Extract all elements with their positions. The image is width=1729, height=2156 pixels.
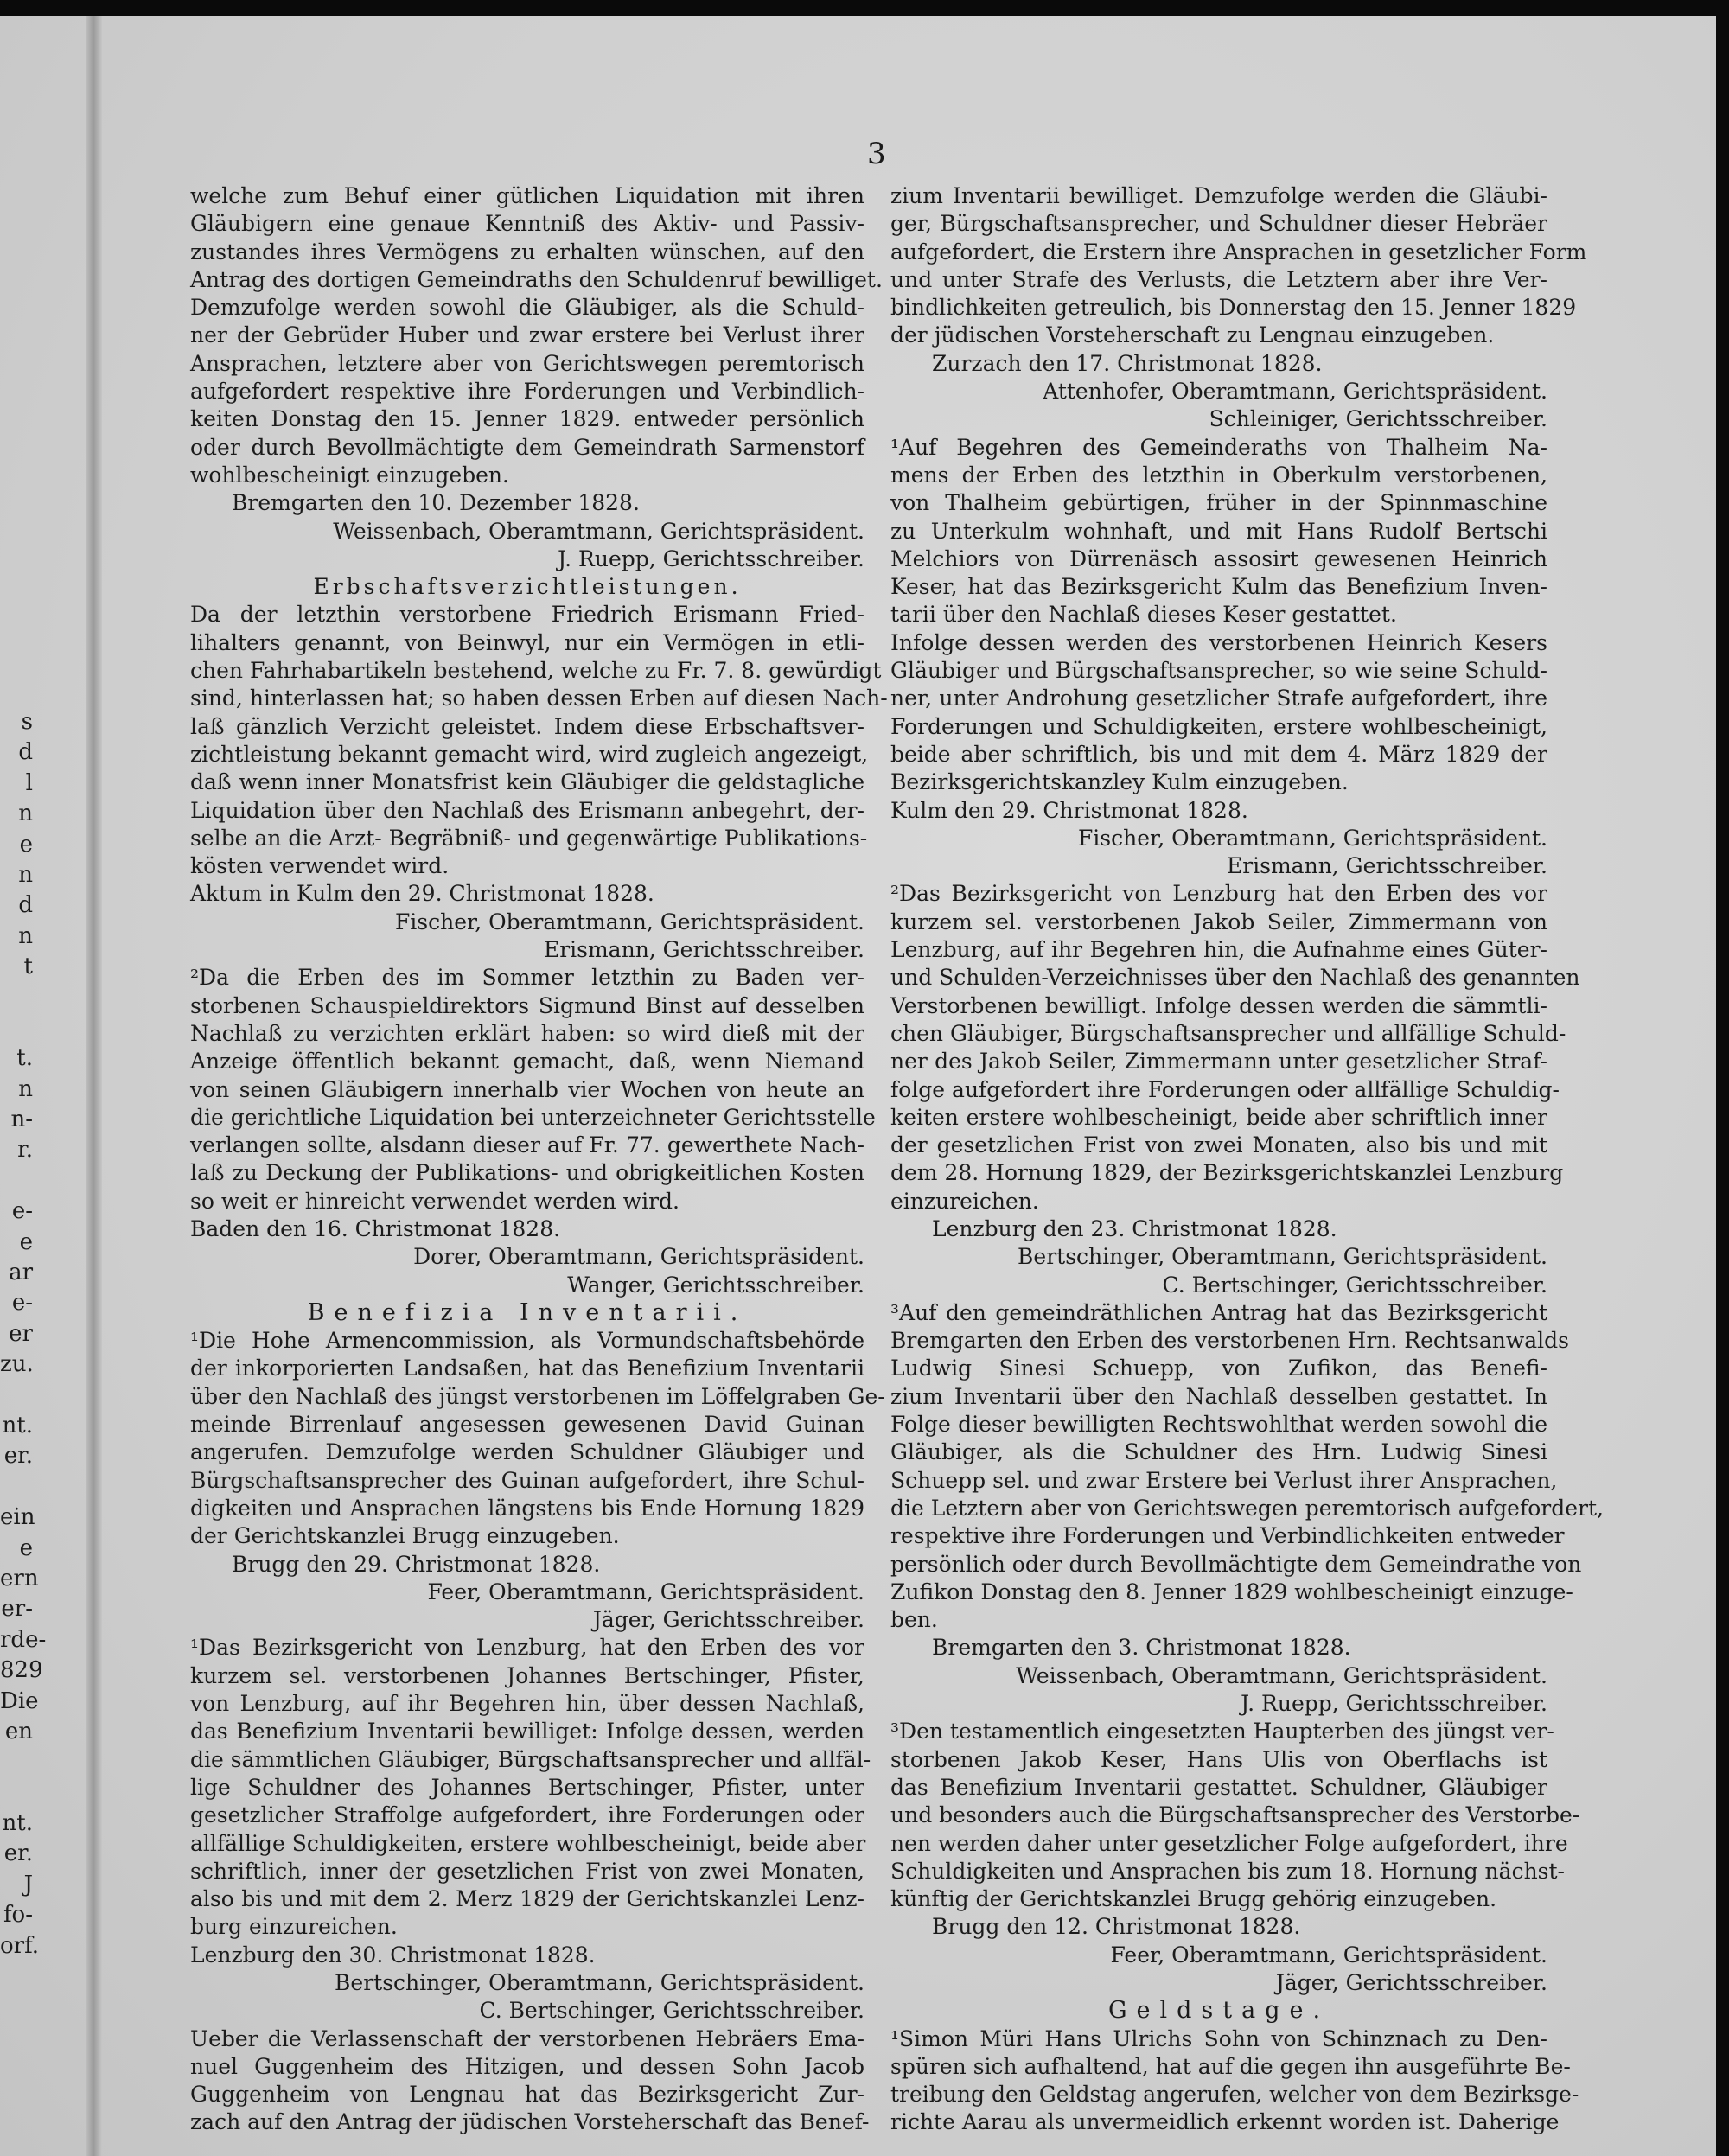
text-line: Schuepp sel. und zwar Erstere bei Verlust ihrer Ansprachen, [890,1467,1558,1493]
fragment-line: l [25,769,33,796]
text-line: gesetzlicher Straffolge aufgefordert, ihre Forderungen oder [190,1802,864,1828]
text-line: von Lenzburg, auf ihr Begehren hin, über dessen Nachlaß, [190,1691,864,1717]
text-line: einzureichen. [890,1188,1039,1214]
fragment-line: en [4,1718,33,1745]
text-line: Erismann, Gerichtsschreiber. [543,937,864,963]
left-column [190,182,888,2137]
text-line: Weissenbach, Oberamtmann, Gerichtspräsident. [1016,1662,1547,1688]
fragment-line: n [18,801,33,827]
fragment-line: er [9,1320,33,1347]
fragment-line: n [18,861,33,888]
text-line: zium Inventarii bewilliget. Demzufolge werden die Gläubi- [890,183,1547,208]
text-line: Brugg den 29. Christmonat 1828. [232,1551,601,1577]
text-line: ner des Jakob Seiler, Zimmermann unter gesetzlicher Straf- [890,1049,1547,1075]
text-line: dem 28. Hornung 1829, der Bezirksgerichtskanzlei Lenzburg [890,1160,1564,1186]
text-line: sind, hinterlassen hat; so haben dessen Erben auf diesen Nach- [190,686,888,711]
text-line: Erismann, Gerichtsschreiber. [1226,853,1547,879]
fragment-line: J [23,1871,33,1898]
text-line: Baden den 16. Christmonat 1828. [190,1215,561,1241]
text-line: C. Bertschinger, Gerichtsschreiber. [479,1998,864,2024]
text-line: Lenzburg den 23. Christmonat 1828. [932,1215,1337,1241]
text-line: schriftlich, inner der gesetzlichen Frist von zwei Monaten, [190,1858,864,1884]
text-line: selbe an die Arzt- Begräbniß- und gegenwärtige Publikations- [190,825,868,851]
text-line: spüren sich aufhaltend, hat auf die gegen ihn ausgeführte Be- [890,2053,1571,2079]
text-line: von Thalheim gebürtigen, früher in der Spinnmaschine [890,490,1547,516]
text-line: Bertschinger, Oberamtmann, Gerichtspräsident. [335,1970,864,1995]
fragment-line: e [19,1534,33,1561]
text-line: Infolge dessen werden des verstorbenen Heinrich Kesers [890,629,1547,655]
text-line: aufgefordert, die Erstern ihre Ansprachen in gesetzlicher Form [890,239,1587,265]
text-line: J. Ruepp, Gerichtsschreiber. [558,545,864,571]
text-line: Verstorbenen bewilligt. Infolge dessen werden die sämmtli- [890,992,1547,1018]
fragment-line: rde- [0,1626,47,1653]
text-line: Feer, Oberamtmann, Gerichtspräsident. [1110,1942,1547,1968]
text-line: Jäger, Gerichtsschreiber. [1275,1970,1547,1995]
text-line: Wanger, Gerichtsschreiber. [567,1272,864,1298]
text-line: ger, Bürgschaftsansprecher, und Schuldner dieser Hebräer [890,211,1547,237]
text-line: nen werden daher unter gesetzlicher Folge aufgefordert, ihre [890,1830,1568,1856]
fragment-line: ern [0,1565,39,1591]
text-line: ²Das Bezirksgericht von Lenzburg hat den Erben des vor [890,881,1547,907]
fragment-line: orf. [0,1932,40,1959]
text-line: folge aufgefordert ihre Forderungen oder allfällige Schuldig- [890,1076,1560,1102]
text-line: beide aber schriftlich, bis und mit dem 4. März 1829 der [890,741,1547,767]
text-line: treibung den Geldstag angerufen, welcher von dem Bezirksge- [890,2082,1579,2108]
text-line: keiten erstere wohlbescheinigt, beide aber schriftlich inner [890,1104,1547,1130]
fragment-line: e- [11,1290,33,1317]
text-line: verlangen sollte, alsdann dieser auf Fr. 77. gewerthete Nach- [190,1132,864,1158]
text-line: ner, unter Androhung gesetzlicher Strafe aufgefordert, ihre [890,686,1547,711]
text-line: über den Nachlaß des jüngst verstorbenen im Löffelgraben Ge- [190,1383,885,1409]
text-line: Schuldigkeiten und Ansprachen bis zum 18. Hornung nächst- [890,1858,1565,1884]
text-line: kurzem sel. verstorbenen Jakob Seiler, Zimmermann von [890,909,1547,934]
text-line: ³Auf den gemeindräthlichen Antrag hat das Bezirksgericht [890,1299,1547,1325]
text-line: Da der letzthin verstorbene Friedrich Erismann Fried- [190,602,864,628]
text-line: meinde Birrenlauf angesessen gewesenen David Guinan [190,1412,864,1438]
text-line: Jäger, Gerichtsschreiber. [592,1607,864,1633]
fragment-line [0,1472,33,1502]
text-line: digkeiten und Ansprachen längstens bis Ende Hornung 1829 [190,1495,864,1521]
text-line: daß wenn inner Monatsfrist kein Gläubiger die geldstagliche [190,769,864,795]
text-line: Lenzburg, auf ihr Begehren hin, die Aufnahme eines Güter- [890,937,1547,963]
text-line: richte Aarau als unvermeidlich erkennt worden ist. Daherige [890,2109,1560,2135]
text-line: mens der Erben des letzthin in Oberkulm verstorbenen, [890,462,1547,488]
text-line: also bis und mit dem 2. Merz 1829 der Gerichtskanzlei Lenz- [190,1886,864,1912]
fragment-line [0,1013,33,1043]
page-number: 3 [867,137,886,171]
text-line: Forderungen und Schuldigkeiten, erstere wohlbescheinigt, [890,713,1547,739]
fragment-line: n- [10,1107,33,1133]
fragment-line: er. [3,1443,33,1470]
text-line: der inkorporierten Landsaßen, hat das Benefizium Inventarii [190,1355,864,1381]
text-line: der jüdischen Vorsteherschaft zu Lengnau einzugeben. [890,322,1495,348]
text-line: so weit er hinreicht verwendet werden wird. [190,1188,679,1214]
text-line: Bürgschaftsansprecher des Guinan aufgefordert, ihre Schul- [190,1467,864,1493]
text-line: welche zum Behuf einer gütlichen Liquidation mit ihren [190,183,864,208]
text-line: die sämmtlichen Gläubiger, Bürgschaftsansprecher und allfäl- [190,1746,871,1772]
fragment-line: r. [17,1137,33,1164]
text-line: der Gerichtskanzlei Brugg einzugeben. [190,1523,620,1549]
text-line: burg einzureichen. [190,1914,398,1940]
text-line: Benefizia Inventarii. [307,1298,748,1326]
text-line: Zurzach den 17. Christmonat 1828. [932,350,1323,376]
fragment-line: s [21,709,33,735]
text-line: die Letztern aber von Gerichtswegen peremtorisch aufgefordert, [890,1495,1604,1521]
page-spine [86,16,102,2156]
text-line: Fischer, Oberamtmann, Gerichtspräsident. [1077,825,1547,851]
text-line: persönlich oder durch Bevollmächtigte dem Gemeindrathe von [890,1551,1582,1577]
text-line: laß gänzlich Verzicht geleistet. Indem diese Erbschaftsver- [190,713,864,739]
fragment-line: t. [16,1045,33,1072]
text-line: Schleiniger, Gerichtsschreiber. [1209,406,1547,432]
fragment-line: ein [0,1504,35,1531]
text-line: das Benefizium Inventarii gestattet. Schuldner, Gläubiger [890,1774,1547,1800]
text-line: Erbschaftsverzichtleistungen. [313,574,742,600]
text-line: Aktum in Kulm den 29. Christmonat 1828. [190,881,654,907]
right-column [890,182,1604,2137]
text-line: Fischer, Oberamtmann, Gerichtspräsident. [394,909,864,934]
text-line: storbenen Jakob Keser, Hans Ulis von Oberflachs ist [890,1746,1547,1772]
text-line: und besonders auch die Bürgschaftsansprecher des Verstorbe- [890,1802,1580,1828]
text-line: ¹Das Bezirksgericht von Lenzburg, hat den Erben des vor [190,1635,864,1661]
text-line: Bertschinger, Oberamtmann, Gerichtspräsident. [1018,1244,1547,1270]
fragment-line: er- [1,1596,33,1623]
text-line: künftig der Gerichtskanzlei Brugg gehörig einzugeben. [890,1886,1497,1912]
text-line: Bremgarten den 3. Christmonat 1828. [932,1635,1351,1661]
text-line: und Schulden-Verzeichnisses über den Nachlaß des genannten [890,965,1580,991]
text-line: Gläubiger, als die Schuldner des Hrn. Ludwig Sinesi [890,1439,1547,1465]
text-line: zustandes ihres Vermögens zu erhalten wünschen, auf den [190,239,864,265]
text-line: Weissenbach, Oberamtmann, Gerichtspräsident. [333,518,864,544]
fragment-line: er. [3,1840,33,1867]
text-line: ¹Auf Begehren des Gemeinderaths von Thalheim Na- [890,434,1547,460]
fragment-line: e [19,1228,33,1255]
text-line: Ludwig Sinesi Schuepp, von Zufikon, das Benefi- [890,1355,1547,1381]
fragment-line: zu. [0,1351,34,1378]
fragment-line: fo- [3,1902,33,1929]
text-line: J. Ruepp, Gerichtsschreiber. [1241,1691,1547,1717]
fragment-line: t [23,954,33,980]
fragment-line: d [18,892,33,919]
text-line: nuel Guggenheim des Hitzigen, und dessen Sohn Jacob [190,2053,864,2079]
text-line: ²Da die Erben des im Sommer letzthin zu Baden ver- [190,965,864,991]
text-line: lihalters genannt, von Beinwyl, nur ein Vermögen in etli- [190,629,864,655]
text-line: Ueber die Verlassenschaft der verstorbenen Hebräers Ema- [190,2025,864,2051]
text-line: laß zu Deckung der Publikations- und obrigkeitlichen Kosten [190,1160,864,1186]
text-line: wohlbescheinigt einzugeben. [190,462,509,488]
text-line: Bremgarten den Erben des verstorbenen Hrn. Rechtsanwalds [890,1328,1570,1354]
fragment-line: e- [11,1198,33,1225]
text-line: Gläubigern eine genaue Kenntniß des Aktiv- und Passiv- [190,211,864,237]
text-line: zach auf den Antrag der jüdischen Vorsteherschaft das Benef- [190,2109,870,2135]
fragment-line: d [18,739,33,766]
text-line: C. Bertschinger, Gerichtsschreiber. [1162,1272,1547,1298]
text-line: lige Schuldner des Johannes Bertschinger, Pfister, unter [190,1774,864,1800]
text-line: Guggenheim von Lengnau hat das Bezirksgericht Zur- [190,2082,864,2108]
text-line: die gerichtliche Liquidation bei unterzeichneter Gerichtsstelle [190,1104,876,1130]
text-line: ¹Die Hohe Armencommission, als Vormundschaftsbehörde [190,1328,864,1354]
text-line: Melchiors von Dürrenäsch assosirt gewesenen Heinrich [890,545,1547,571]
text-line: Feer, Oberamtmann, Gerichtspräsident. [427,1579,864,1604]
fragment-line [0,983,33,1013]
text-line: Folge dieser bewilligten Rechtswohlthat werden sowohl die [890,1412,1547,1438]
text-line: ner der Gebrüder Huber und zwar erstere bei Verlust ihrer [190,322,864,348]
text-line: bindlichkeiten getreulich, bis Donnerstag den 15. Jenner 1829 [890,295,1577,321]
text-line: chen Fahrhabartikeln bestehend, welche zu Fr. 7. 8. gewürdigt [190,658,882,684]
fragment-line [0,1166,33,1196]
text-line: zium Inventarii über den Nachlaß desselben gestattet. In [890,1383,1547,1409]
fragment-line: e [19,831,33,858]
text-line: das Benefizium Inventarii bewilliget: Infolge dessen, werden [190,1719,864,1745]
text-line: der gesetzlichen Frist von zwei Monaten, also bis und mit [890,1132,1547,1158]
text-line: und unter Strafe des Verlusts, die Letztern aber ihre Ver- [890,266,1547,292]
text-line: chen Gläubiger, Bürgschaftsansprecher und allfällige Schuld- [890,1020,1566,1046]
fragment-line: 829 [0,1657,43,1684]
text-line: Antrag des dortigen Gemeindraths den Schuldenruf bewilliget. [190,266,883,292]
fragment-line [0,1747,33,1777]
text-line: Bremgarten den 10. Dezember 1828. [232,490,640,516]
text-line: Attenhofer, Oberamtmann, Gerichtspräsident. [1043,379,1547,405]
text-line: allfällige Schuldigkeiten, erstere wohlbescheinigt, beide aber [190,1830,866,1856]
fragment-line: n [18,1075,33,1102]
text-line: Ansprachen, letztere aber von Gerichtswegen peremtorisch [190,350,864,376]
text-line: Lenzburg den 30. Christmonat 1828. [190,1942,596,1968]
fragment-line: n [18,922,33,949]
text-line: aufgefordert respektive ihre Forderungen und Verbindlich- [190,379,864,405]
text-line: zu Unterkulm wohnhaft, und mit Hans Rudolf Bertschi [890,518,1547,544]
text-line: ³Den testamentlich eingesetzten Haupterben des jüngst ver- [890,1719,1554,1745]
text-line: respektive ihre Forderungen und Verbindlichkeiten entweder [890,1523,1565,1549]
text-line: Brugg den 12. Christmonat 1828. [932,1914,1301,1940]
text-line: Geldstage. [1107,1997,1330,2025]
fragment-line: ar [9,1260,33,1286]
text-line: kurzem sel. verstorbenen Johannes Bertschinger, Pfister, [190,1662,864,1688]
text-line: kösten verwendet wird. [190,853,450,879]
text-line: ¹Simon Müri Hans Ulrichs Sohn von Schinznach zu Den- [890,2025,1547,2051]
text-line: Dorer, Oberamtmann, Gerichtspräsident. [413,1244,864,1270]
text-line: tarii über den Nachlaß dieses Keser gestattet. [890,602,1397,628]
text-line: keiten Donstag den 15. Jenner 1829. entweder persönlich [190,406,864,432]
fragment-line: nt. [2,1810,33,1837]
text-line: Zufikon Donstag den 8. Jenner 1829 wohlbescheinigt einzuge- [890,1579,1573,1604]
text-line: Nachlaß zu verzichten erklärt haben: so wird dieß mit der [190,1020,864,1046]
text-line: Liquidation über den Nachlaß des Erismann anbegehrt, der- [190,797,864,823]
fragment-line [0,1381,33,1411]
text-line: Anzeige öffentlich bekannt gemacht, daß, wenn Niemand [190,1049,864,1075]
previous-page-column-fragments [0,707,47,1961]
text-line: storbenen Schauspieldirektors Sigmund Binst auf desselben [190,992,864,1018]
fragment-line: nt. [2,1412,33,1438]
text-line: von seinen Gläubigern innerhalb vier Wochen von heute an [190,1076,864,1102]
text-line: Kulm den 29. Christmonat 1828. [890,797,1248,823]
text-line: ben. [890,1607,938,1633]
text-line: oder durch Bevollmächtigte dem Gemeindrath Sarmenstorf [190,434,864,460]
text-line: Demzufolge werden sowohl die Gläubiger, als die Schuld- [190,295,864,321]
newspaper-page [0,16,1716,2156]
text-line: Bezirksgerichtskanzley Kulm einzugeben. [890,769,1349,795]
text-line: Gläubiger und Bürgschaftsansprecher, so wie seine Schuld- [890,658,1547,684]
text-line: Keser, hat das Bezirksgericht Kulm das Benefizium Inven- [890,574,1547,600]
text-line: zichtleistung bekannt gemacht wird, wird zugleich angezeigt, [190,741,869,767]
fragment-line [0,1778,33,1808]
text-line: angerufen. Demzufolge werden Schuldner Gläubiger und [190,1439,864,1465]
fragment-line: Die [0,1687,39,1714]
